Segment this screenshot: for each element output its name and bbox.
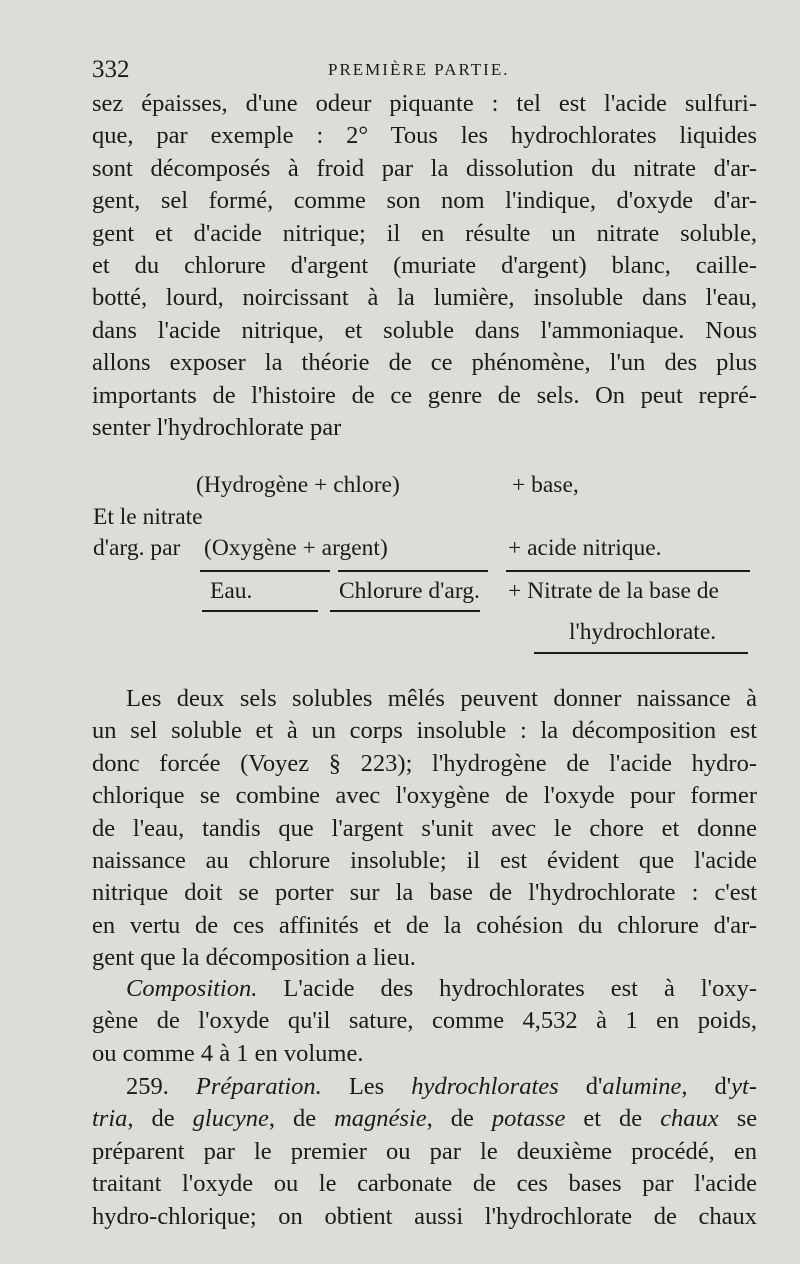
text-span: et de	[583, 1105, 643, 1133]
text-line: importants de l'histoire de ce genre de sels. On peut repré-	[92, 381, 757, 409]
text-span: , de	[426, 1105, 474, 1133]
text-span: d'	[585, 1073, 603, 1100]
text-line: chlorique se combine avec l'oxygène de l'oxyde pour former	[92, 782, 757, 810]
text-line: de l'eau, tandis que l'argent s'unit avec le chore et donne	[92, 814, 757, 842]
section-259-preparation	[92, 1071, 757, 1233]
result-water: Eau.	[210, 578, 253, 604]
text-line: senter l'hydrochlorate par	[92, 413, 342, 441]
text-line: que, par exemple : 2° Tous les hydrochlorates liquides	[92, 122, 757, 150]
equation-silver-label: d'arg. par	[93, 535, 181, 561]
text-line: et du chlorure d'argent (muriate d'argent) blanc, caille-	[92, 251, 757, 279]
text-line: allons exposer la théorie de ce phénomène, l'un des plus	[92, 349, 757, 377]
paragraph-silver-nitrate	[92, 88, 757, 444]
text-line: botté, lourd, noircissant à la lumière, insoluble dans l'eau,	[92, 284, 757, 312]
text-span: glucyne	[192, 1105, 269, 1133]
text-span: , de	[127, 1105, 175, 1133]
text-line: traitant l'oxyde ou le carbonate de ces bases par l'acide	[92, 1170, 757, 1198]
text-line: sont décomposés à froid par la dissolution du nitrate d'ar-	[92, 154, 757, 182]
text-span: yt-	[731, 1073, 757, 1100]
equation-nitric-acid: + acide nitrique.	[508, 535, 662, 561]
equation-base: + base,	[512, 472, 579, 498]
text-line: dans l'acide nitrique, et soluble dans l'ammoniaque. Nous	[92, 316, 757, 344]
text-line: en vertu de ces affinités et de la cohésion du chlorure d'ar-	[92, 911, 757, 939]
text-span: se	[736, 1105, 758, 1133]
text-span: Les	[348, 1073, 385, 1100]
running-head: PREMIÈRE PARTIE.	[328, 60, 510, 79]
result-nitrate-continued: l'hydrochlorate.	[569, 619, 717, 645]
text-span: hydrochlorates	[411, 1073, 559, 1100]
paragraph-decomposition	[92, 683, 757, 975]
result-silver-chloride: Chlorure d'arg.	[339, 578, 480, 604]
text-line: gent que la décomposition a lieu.	[92, 944, 416, 972]
rule	[330, 610, 480, 612]
text-line: un sel soluble et à un corps insoluble : la décomposition est	[92, 717, 757, 745]
text-line	[92, 1071, 757, 1103]
page-header	[92, 56, 762, 86]
text-line: ou comme 4 à 1 en volume.	[92, 1039, 364, 1067]
page-number: 332	[92, 56, 130, 83]
composition-text: L'acide des hydrochlorates est à l'oxy-	[283, 975, 757, 1002]
rule	[202, 610, 318, 612]
text-span: potasse	[491, 1105, 566, 1133]
text-line	[92, 1103, 757, 1135]
text-line: gent, sel formé, comme son nom l'indique, d'oxyde d'ar-	[92, 187, 757, 215]
text-span: , d'	[681, 1073, 732, 1100]
text-line	[92, 973, 757, 1005]
text-span: , de	[268, 1105, 317, 1133]
text-line: gène de l'oxyde qu'il sature, comme 4,532 à 1 en poids,	[92, 1007, 757, 1035]
text-line: nitrique doit se porter sur la base de l'hydrochlorate : c'est	[92, 879, 757, 907]
text-span: magnésie	[334, 1105, 427, 1133]
text-line: hydro-chlorique; on obtient aussi l'hydrochlorate de chaux	[92, 1202, 757, 1230]
rule	[338, 570, 488, 572]
equation-nitrate-label: Et le nitrate	[93, 504, 203, 530]
section-number: 259.	[126, 1073, 169, 1100]
text-line: sez épaisses, d'une odeur piquante : tel est l'acide sulfuri-	[92, 90, 757, 117]
equation-hydrochlorate-formula: (Hydrogène + chlore)	[196, 472, 400, 498]
text-line: donc forcée (Voyez § 223); l'hydrogène de l'acide hydro-	[92, 749, 757, 777]
text-line: préparent par le premier ou par le deuxième procédé, en	[92, 1137, 757, 1165]
text-span: alumine	[602, 1073, 682, 1100]
text-line: naissance au chlorure insoluble; il est évident que l'acide	[92, 846, 757, 874]
text-span: chaux	[660, 1105, 719, 1133]
text-line: Les deux sels solubles mêlés peuvent donner naissance à	[126, 685, 757, 712]
equation-nitrate-formula: (Oxygène + argent)	[204, 535, 388, 561]
composition-heading: Composition.	[126, 975, 258, 1002]
preparation-heading: Préparation.	[195, 1073, 322, 1100]
result-nitrate: + Nitrate de la base de	[508, 578, 719, 604]
paragraph-composition	[92, 973, 757, 1070]
text-span: tria	[92, 1105, 128, 1133]
text-line: gent et d'acide nitrique; il en résulte un nitrate soluble,	[92, 219, 757, 247]
rule	[200, 570, 330, 572]
rule	[534, 652, 748, 654]
rule	[506, 570, 750, 572]
